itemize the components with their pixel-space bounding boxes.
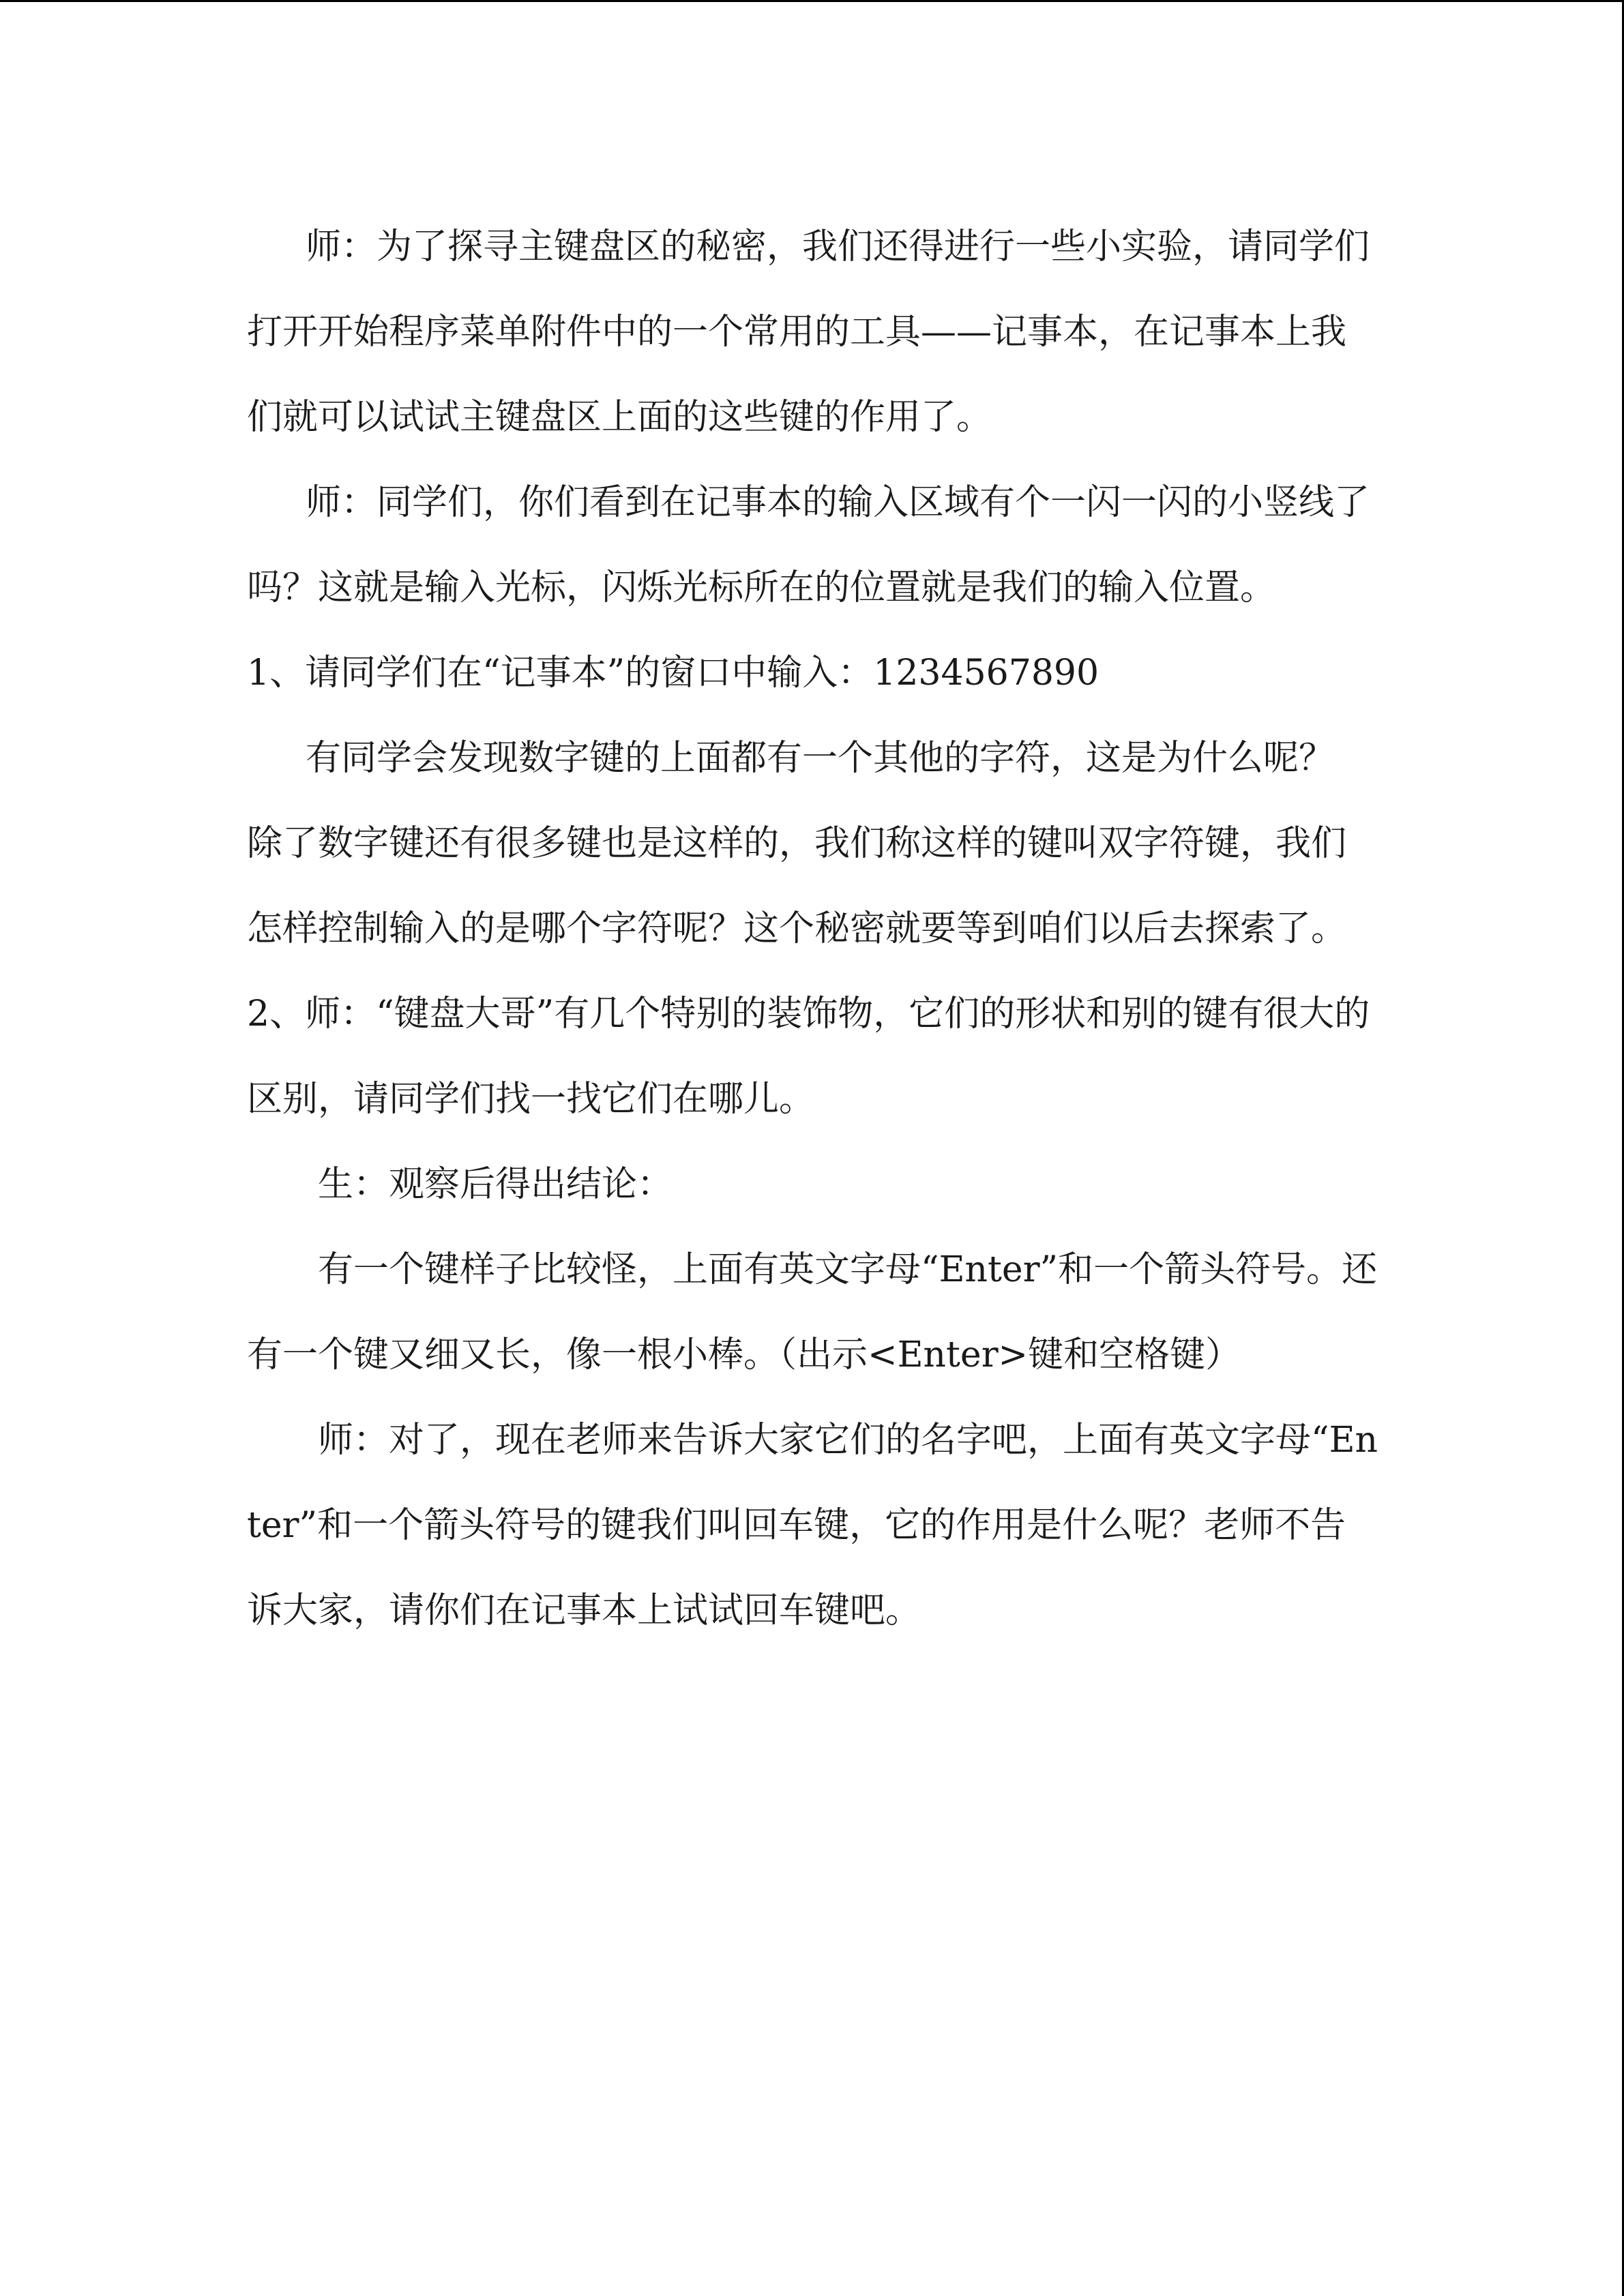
paragraph-enter-space-keys: 有一个键样子比较怪，上面有英文字母“Enter”和一个箭头符号。还有一个键又细又长，像一根小棒。（出示<Enter>键和空格键） (247, 1249, 1378, 1375)
page-top-border (0, 0, 1624, 2)
paragraph-student-observation: 生：观察后得出结论： (318, 1164, 673, 1205)
document-body (247, 205, 1379, 1654)
paragraph-step-2: 2、师：“键盘大哥”有几个特别的装饰物，它们的形状和别的键有很大的区别，请同学们找一找它们在哪儿。 (247, 994, 1370, 1120)
paragraph-cursor: 师：同学们，你们看到在记事本的输入区域有个一闪一闪的小竖线了吗？这就是输入光标，闪烁光标所在的位置就是我们的输入位置。 (247, 482, 1370, 608)
paragraph-teacher-experiment: 师：为了探寻主键盘区的秘密，我们还得进行一些小实验，请同学们打开开始程序菜单附件中的一个常用的工具——记事本，在记事本上我们就可以试试主键盘区上面的这些键的作用了。 (247, 226, 1370, 438)
paragraph-dual-char-question: 有同学会发现数字键的上面都有一个其他的字符，这是为什么呢？ (306, 738, 1335, 779)
paragraph-dual-char-keys: 除了数字键还有很多键也是这样的，我们称这样的键叫双字符键，我们怎样控制输入的是哪个字符呢？这个秘密就要等到咱们以后去探索了。 (247, 823, 1347, 949)
paragraph-enter-key-name: 师：对了，现在老师来告诉大家它们的名字吧，上面有英文字母“Enter”和一个箭头符号的键我们叫回车键，它的作用是什么呢？老师不告诉大家，请你们在记事本上试试回车键吧。 (247, 1420, 1378, 1631)
paragraph-step-1: 1、请同学们在“记事本”的窗口中输入：1234567890 (247, 653, 1099, 694)
